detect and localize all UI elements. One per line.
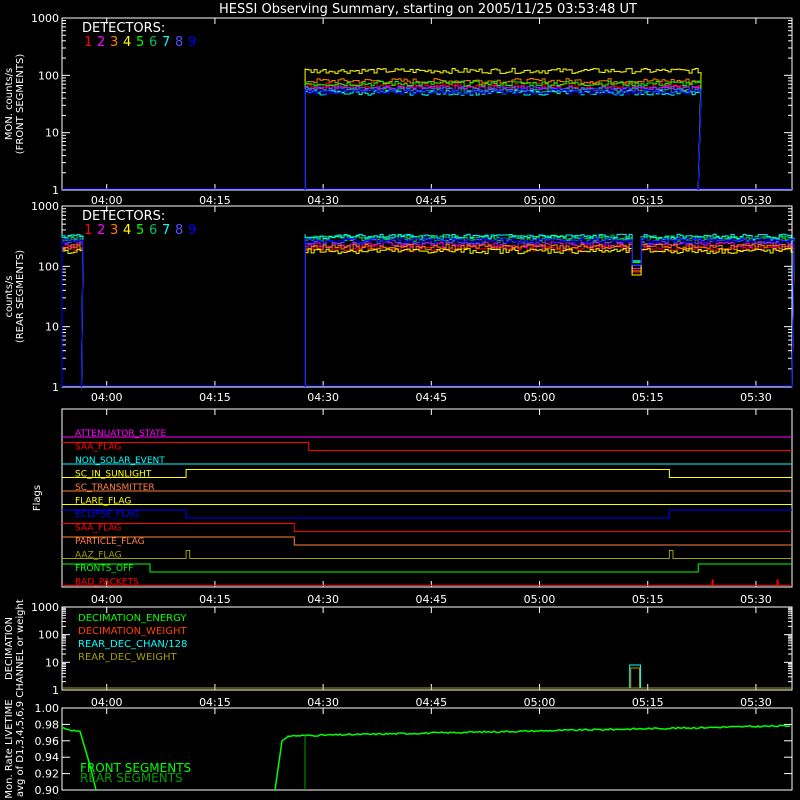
- decimation-ytick-label-3: 1000: [31, 601, 59, 614]
- detector-number-2: 2: [97, 223, 106, 238]
- rear-ylabel-1: (REAR SEGMENTS): [15, 249, 26, 344]
- flag-line-6: [62, 510, 792, 518]
- flag-label-2: NON_SOLAR_EVENT: [75, 456, 165, 466]
- flag-label-3: SC_IN_SUNLIGHT: [75, 469, 152, 480]
- livetime-ytick-label-4: 0.98: [34, 718, 59, 732]
- flags-xtick-label-2: 04:30: [307, 593, 339, 606]
- flag-label-8: PARTICLE_FLAG: [75, 537, 145, 547]
- decimation-xtick-label-2: 04:30: [307, 696, 339, 709]
- decimation-xtick-label-1: 04:15: [199, 696, 231, 709]
- front-xtick-label-1: 04:15: [199, 194, 231, 207]
- decimation-ylabel-1: CHANNEL or weight: [15, 599, 26, 698]
- detector-number-3: 3: [110, 223, 119, 238]
- front-series-6: [305, 88, 701, 190]
- detectors-label: DETECTORS:: [82, 21, 166, 36]
- livetime-ytick-label-0: 0.90: [34, 784, 59, 797]
- detector-number-1: 1: [84, 35, 93, 50]
- detector-number-9: 9: [188, 223, 197, 238]
- livetime-legend-rear: REAR SEGMENTS: [80, 771, 183, 785]
- detectors-label: DETECTORS:: [82, 209, 166, 224]
- livetime-legend-front: FRONT SEGMENTS: [80, 761, 192, 775]
- front-series-8: [305, 87, 701, 190]
- front-ytick-label-1: 10: [45, 126, 59, 140]
- livetime-ytick-label-2: 0.94: [34, 751, 59, 765]
- flag-label-10: FRONTS_OFF: [75, 564, 134, 574]
- detector-number-4: 4: [123, 223, 132, 238]
- flag-line-3: [62, 470, 792, 478]
- flags-frame: [62, 409, 792, 587]
- decimation-xtick-label-6: 05:30: [740, 696, 772, 709]
- detector-number-6: 6: [149, 223, 158, 238]
- rear-ytick-label-2: 100: [38, 260, 59, 274]
- decimation-xtick-label-4: 05:00: [523, 696, 556, 709]
- decimation-ylabel-0: DECIMATION: [4, 616, 15, 681]
- front-series-1: [305, 83, 701, 190]
- rear-xtick-label-6: 05:30: [740, 391, 772, 404]
- flags-xtick-label-1: 04:15: [199, 593, 231, 606]
- flags-ylabel-0: Flags: [32, 484, 43, 512]
- livetime-ylabel-1: avg of D1,3,4,5,6,9: [15, 700, 26, 798]
- flag-label-0: ATTENUATOR_STATE: [75, 429, 167, 439]
- detector-number-6: 6: [149, 35, 158, 50]
- detector-number-5: 5: [136, 35, 145, 50]
- detector-number-3: 3: [110, 35, 119, 50]
- decimation-xtick-label-5: 05:15: [631, 696, 664, 709]
- rear-xtick-label-0: 04:00: [90, 391, 123, 404]
- rear-series-2: [62, 242, 794, 387]
- front-series-7: [305, 90, 701, 190]
- front-series-9: [305, 89, 701, 190]
- flag-label-9: AAZ_FLAG: [75, 550, 122, 561]
- front-xtick-label-6: 05:30: [740, 194, 772, 207]
- rear-series-9: [62, 238, 794, 387]
- front-ylabel-1: (FRONT SEGMENTS): [15, 53, 26, 155]
- rear-series-7: [62, 234, 794, 387]
- flags-xtick-label-5: 05:15: [631, 593, 664, 606]
- flag-label-7: SAA_FLAG: [75, 523, 122, 534]
- front-ylabel-0: MON. counts/s: [4, 67, 15, 141]
- front-ytick-label-0: 1: [52, 184, 59, 197]
- decimation-ytick-label-0: 1: [52, 684, 59, 697]
- flag-line-8: [62, 537, 792, 545]
- front-series-3: [305, 79, 701, 190]
- detector-number-1: 1: [84, 223, 93, 238]
- flag-line-1: [62, 443, 792, 451]
- decimation-legend-1: DECIMATION_WEIGHT: [78, 626, 187, 637]
- plot-title: HESSI Observing Summary, starting on 2005/11/25 03:53:48 UT: [219, 2, 637, 17]
- front-xtick-label-3: 04:45: [415, 194, 448, 207]
- front-series-2: [305, 86, 701, 190]
- decimation-ytick-label-2: 100: [38, 628, 59, 642]
- flag-label-4: SC_TRANSMITTER: [75, 483, 155, 493]
- flags-xtick-label-3: 04:45: [415, 593, 448, 606]
- decimation-legend-3: REAR_DEC_WEIGHT: [78, 652, 177, 663]
- front-series-5: [305, 81, 701, 190]
- front-xtick-label-0: 04:00: [90, 194, 123, 207]
- front-xtick-label-2: 04:30: [307, 194, 339, 207]
- rear-ytick-label-0: 1: [52, 381, 59, 394]
- front-xtick-label-5: 05:15: [631, 194, 664, 207]
- rear-ytick-label-1: 10: [45, 320, 59, 334]
- decimation-ytick-label-1: 10: [45, 656, 59, 670]
- decimation-pulse-olive: [631, 668, 640, 688]
- flags-xtick-label-0: 04:00: [90, 593, 123, 606]
- detector-number-2: 2: [97, 35, 106, 50]
- flag-label-11: BAD_PACKETS: [75, 577, 139, 588]
- rear-xtick-label-4: 05:00: [523, 391, 556, 404]
- rear-xtick-label-5: 05:15: [631, 391, 664, 404]
- detector-number-9: 9: [188, 35, 197, 50]
- detector-number-4: 4: [123, 35, 132, 50]
- decimation-legend-0: DECIMATION_ENERGY: [78, 613, 187, 624]
- rear-series-3: [62, 244, 794, 387]
- rear-xtick-label-1: 04:15: [199, 391, 231, 404]
- rear-series-1: [62, 246, 794, 387]
- livetime-ytick-label-1: 0.92: [34, 767, 59, 781]
- detector-number-8: 8: [175, 35, 184, 50]
- flag-line-10: [62, 564, 792, 572]
- flag-label-5: FLARE_FLAG: [75, 496, 132, 507]
- flags-xtick-label-4: 05:00: [523, 593, 556, 606]
- flag-label-1: SAA_FLAG: [75, 442, 122, 453]
- decimation-xtick-label-3: 04:45: [415, 696, 448, 709]
- rear-frame: [62, 206, 792, 387]
- flags-xtick-label-6: 05:30: [740, 593, 772, 606]
- front-frame: [62, 18, 792, 190]
- flag-label-6: ECLIPSE_FLAG: [75, 510, 140, 520]
- detector-number-8: 8: [175, 223, 184, 238]
- livetime-ylabel-0: Mon. Rate LIVETIME: [4, 699, 15, 799]
- front-ytick-label-3: 1000: [31, 12, 59, 25]
- rear-xtick-label-3: 04:45: [415, 391, 448, 404]
- rear-series-8: [62, 239, 794, 387]
- livetime-ytick-label-3: 0.96: [34, 734, 59, 748]
- decimation-legend-2: REAR_DEC_CHAN/128: [78, 639, 188, 650]
- rear-ylabel-0: counts/s: [4, 275, 15, 318]
- detector-number-7: 7: [162, 35, 171, 50]
- flag-line-9: [62, 551, 792, 559]
- front-xtick-label-4: 05:00: [523, 194, 556, 207]
- rear-ytick-label-3: 1000: [31, 200, 59, 213]
- front-ytick-label-2: 100: [38, 69, 59, 83]
- detector-number-7: 7: [162, 223, 171, 238]
- rear-xtick-label-2: 04:30: [307, 391, 339, 404]
- rear-series-5: [62, 236, 794, 387]
- livetime-ytick-label-5: 1.00: [34, 702, 59, 715]
- detector-number-5: 5: [136, 223, 145, 238]
- rear-series-6: [62, 235, 794, 387]
- decimation-xtick-label-0: 04:00: [90, 696, 123, 709]
- flag-line-7: [62, 524, 792, 532]
- rear-series-4: [62, 248, 794, 387]
